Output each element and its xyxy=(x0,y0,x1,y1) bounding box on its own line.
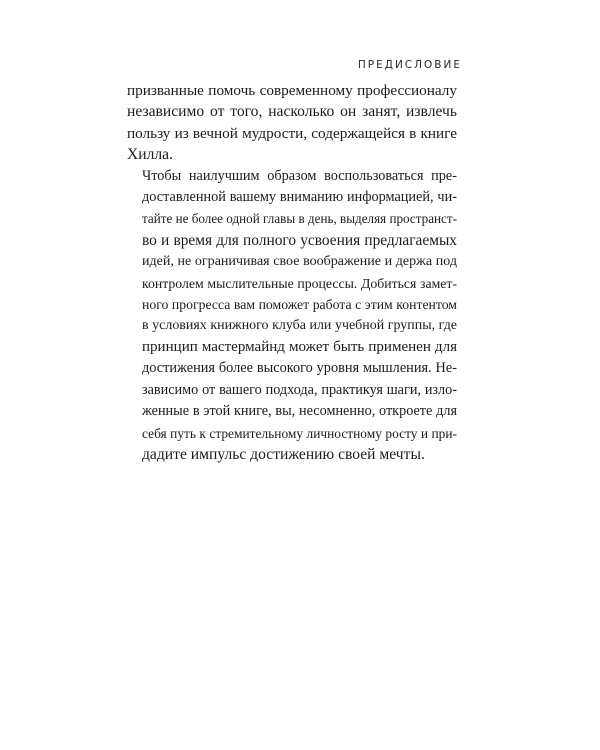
text-line: пользу из вечной мудрости, содержащейся в книге xyxy=(127,124,457,142)
body-text xyxy=(127,80,457,465)
text-line: в условиях книжного клуба или учебной группы, где xyxy=(142,318,457,334)
text-line: женные в этой книге, вы, несомненно, откроете для xyxy=(142,403,457,420)
text-line: ного прогресса вам поможет работа с этим контентом xyxy=(142,297,457,313)
running-head: ПРЕДИСЛОВИЕ xyxy=(357,59,462,71)
text-line: призванные помочь современному профессионалу xyxy=(127,82,457,99)
text-line: во и время для полного усвоения предлагаемых xyxy=(142,231,457,249)
text-line: независимо от того, насколько он занят, извлечь xyxy=(127,103,457,121)
paragraph-2 xyxy=(127,166,457,466)
text-line: достижения более высокого уровня мышления. Не- xyxy=(142,360,457,377)
text-line: Чтобы наилучшим образом воспользоваться пре- xyxy=(142,167,457,184)
text-line: дадите импульс достижению своей мечты. xyxy=(142,445,425,463)
text-line: идей, не ограничивая свое воображение и держа под xyxy=(142,253,457,270)
text-line: тайте не более одной главы в день, выделяя пространст- xyxy=(142,211,457,227)
text-line: Хилла. xyxy=(127,146,173,164)
text-line: себя путь к стремительному личностному росту и при- xyxy=(142,425,457,441)
text-line: контролем мыслительные процессы. Добиться замет- xyxy=(142,275,457,291)
text-line: зависимо от вашего подхода, практикуя шаги, изло- xyxy=(142,381,457,398)
text-line: принцип мастермайнд может быть применен для xyxy=(142,338,457,355)
text-line: доставленной вашему вниманию информацией, чи- xyxy=(142,189,457,206)
paragraph-1 xyxy=(127,80,457,166)
